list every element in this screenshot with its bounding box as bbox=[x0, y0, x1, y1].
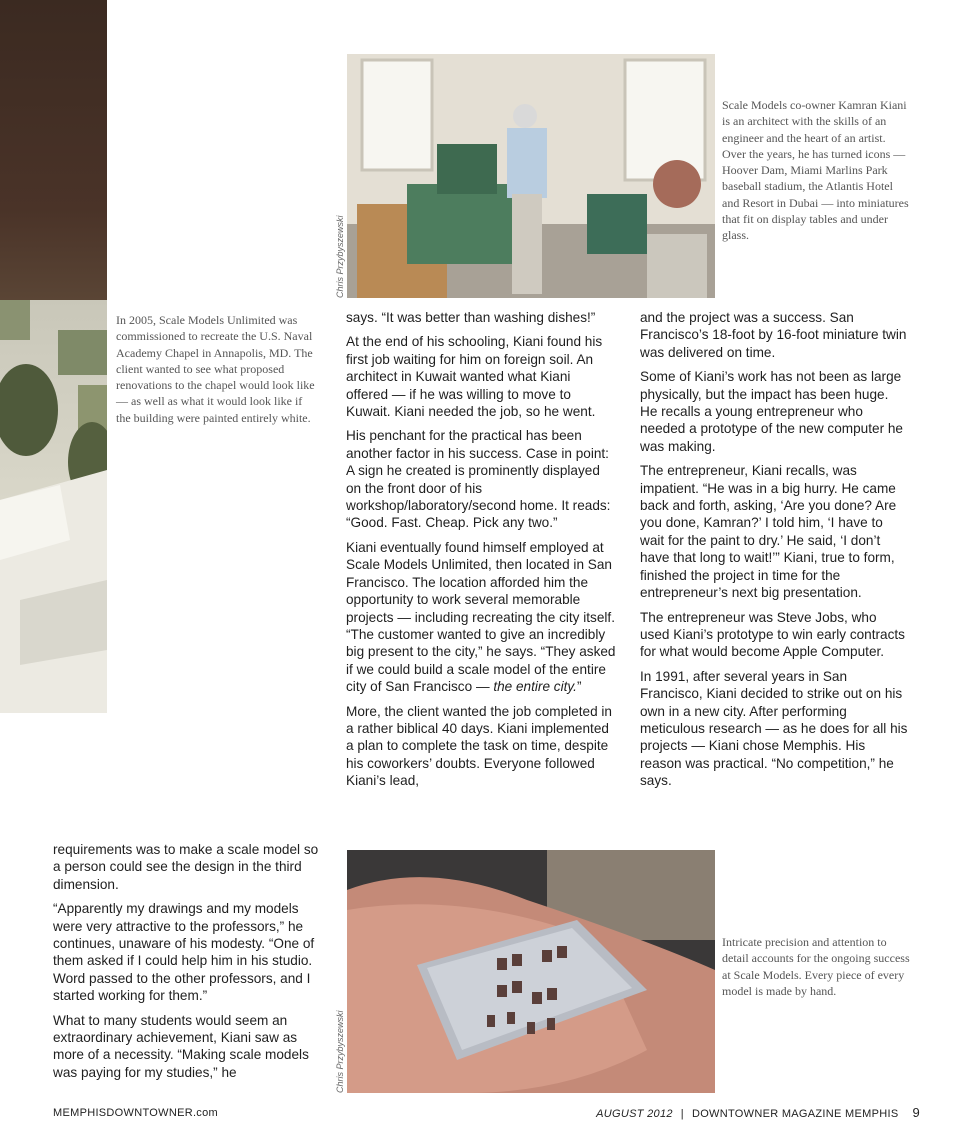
paragraph: The entrepreneur, Kiani recalls, was impatient. “He was in a big hurry. He came back and forth, asking, ‘Are you done? Are you done, Kamran?’ I told him, ‘I have to wait for the paint to dry.’ He said, ‘I don’t have that long to wait!’” Kiani, true to form, finished the project in time for the entrepreneur’s next big presentation. bbox=[640, 463, 897, 601]
article-middle-column bbox=[346, 309, 616, 797]
paragraph: The entrepreneur was Steve Jobs, who used Kiani’s prototype to win early contracts for what would become Apple Computer. bbox=[640, 609, 905, 660]
paragraph: requirements was to make a scale model so a person could see the design in the third dimension. bbox=[53, 842, 319, 892]
quote-mark: ” bbox=[576, 679, 582, 695]
photo-credit-bottom: Chris Przybyszewski bbox=[335, 1010, 345, 1093]
chapel-caption: In 2005, Scale Models Unlimited was commissioned to recreate the U.S. Naval Academy Chapel in Annapolis, MD. The client wanted to see what proposed renovations to the chapel would look like — as well as what it would look like if the building were painted entirely white. bbox=[116, 313, 315, 425]
paragraph: At the end of his schooling, Kiani found his first job waiting for him on foreign soil. An architect in Kuwait wanted what Kiani offered — if he was willing to move to Kuwait. Kiani needed the job, so he went. bbox=[346, 334, 603, 420]
workshop-photo bbox=[347, 54, 715, 298]
model-in-hand-photo bbox=[347, 850, 715, 1093]
kiani-caption: Scale Models co-owner Kamran Kiani is an architect with the skills of an engineer and the heart of an artist. Over the years, he has turned icons — Hoover Dam, Miami Marlins Park baseball stadium, the Atlantis Hotel and Resort in Dubai — into miniatures that fit on display tables and under glass. bbox=[722, 98, 909, 243]
footer-separator: | bbox=[680, 1108, 684, 1120]
article-left-column bbox=[53, 841, 323, 1088]
precision-caption: Intricate precision and attention to detail accounts for the ongoing success at Scale Models. Every piece of every model is made by hand. bbox=[722, 935, 910, 998]
footer-info bbox=[596, 1105, 920, 1120]
paragraph bbox=[346, 539, 616, 696]
paragraph: What to many students would seem an extraordinary achievement, Kiani saw as more of a necessity. “Making scale models was paying for my studies,” he bbox=[53, 1012, 309, 1080]
italic-text: the entire city. bbox=[493, 679, 577, 695]
paragraph: says. “It was better than washing dishes!” bbox=[346, 310, 596, 325]
paragraph: In 1991, after several years in San Francisco, Kiani decided to strike out on his own in a new city. After performing meticulous research — as he does for all his projects — Kiani chose Memphis. His reason was practical. “No competition,” he says. bbox=[640, 668, 908, 789]
chapel-model-photo bbox=[0, 0, 107, 713]
paragraph-text: Kiani eventually found himself employed at Scale Models Unlimited, then located in San Francisco. The location afforded him the opportunity to work several memorable projects — including recreating the city itself. “The customer wanted to give an incredibly big present to the city,” he says. “They asked if we could build a scale model of the entire city of San Francisco — bbox=[346, 539, 616, 695]
footer-site: MEMPHISDOWNTOWNER.com bbox=[53, 1107, 218, 1119]
photo-credit-top: Chris Przybyszewski bbox=[335, 215, 345, 298]
paragraph: His penchant for the practical has been another factor in his success. Case in point: A sign he created is prominently displayed on the front door of his workshop/laboratory/second home. It reads: “Good. Fast. Cheap. Pick any two.” bbox=[346, 428, 611, 531]
footer-magazine: DOWNTOWNER MAGAZINE MEMPHIS bbox=[691, 1108, 899, 1120]
paragraph: More, the client wanted the job completed in a rather biblical 40 days. Kiani implemented a plan to complete the task on time, despite his coworkers’ doubts. Everyone followed Kiani’s lead, bbox=[346, 703, 612, 789]
page-number: 9 bbox=[912, 1105, 920, 1120]
footer-date: AUGUST 2012 bbox=[596, 1108, 673, 1120]
paragraph: and the project was a success. San Francisco’s 18-foot by 16-foot miniature twin was delivered on time. bbox=[640, 310, 907, 360]
article-right-column bbox=[640, 309, 908, 797]
paragraph: Some of Kiani’s work has not been as large physically, but the impact has been huge. He recalls a young entrepreneur who needed a prototype of the new computer he was making. bbox=[640, 369, 903, 454]
paragraph: “Apparently my drawings and my models were very attractive to the professors,” he continues, unaware of his modesty. “One of them asked if I could help him in his studio. Word passed to the other professors, and I started working for them.” bbox=[53, 901, 315, 1004]
